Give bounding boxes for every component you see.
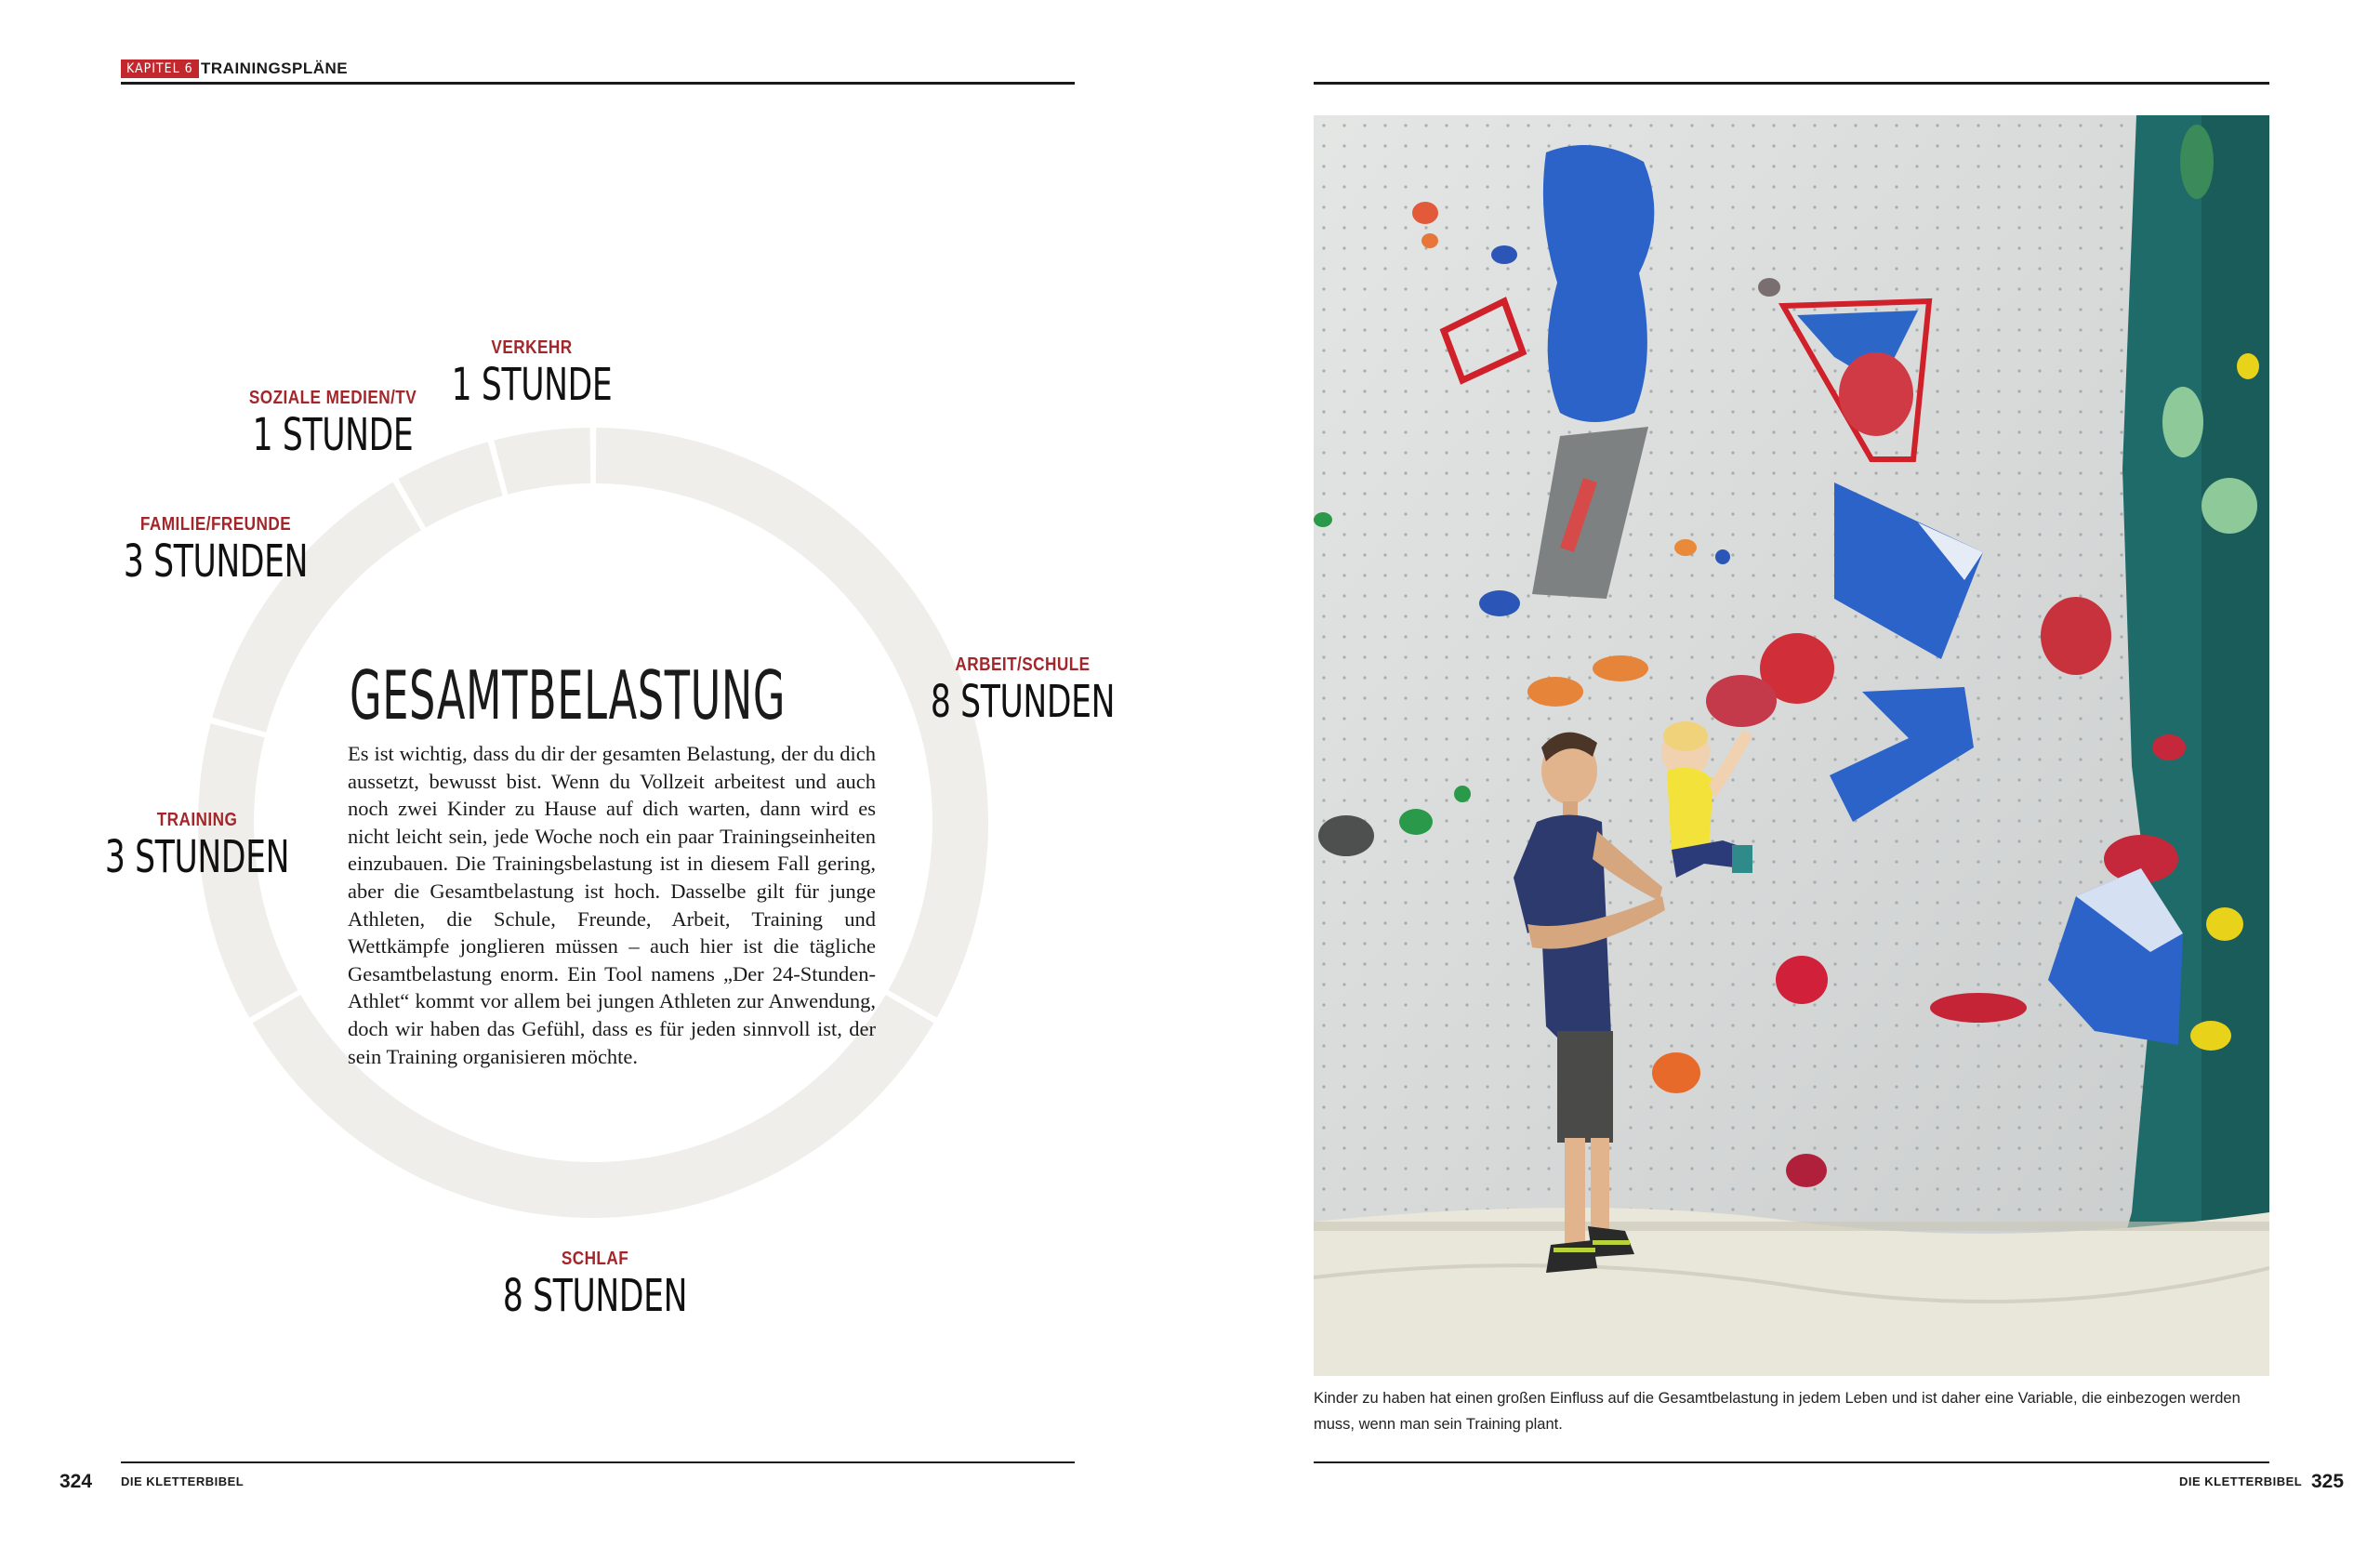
core-title: GESAMTBELASTUNG: [350, 656, 787, 734]
core-body-text: Es ist wichtig, dass du dir der gesamten Belastung, der du dich aussetzt, bewusst bist. Wenn du Vollzeit arbeitest und auch noch zwei Kinder zu Hause auf dich warten, dann wird es nicht leicht sein, jede Woche noch ein paar Trainingseinheiten einzubauen. Die Trainingsbelastung ist in diesem Fall gering, aber die Gesamtbelastung ist hoch. Dasselbe gilt für junge Athleten, die Schule, Freunde, Arbeit, Training und Wettkämpfe jonglieren müssen – auch hier ist die tägliche Gesamtbelastung enorm. Ein Tool namens „Der 24-Stunden-Athlet“ kommt vor allem bei jungen Athleten zur Anwendung, doch wir haben das Gefühl, dass es für jeden sinnvoll ist, der sein Training organisieren möchte.: [348, 742, 876, 1068]
segment-category: TRAINING: [156, 810, 238, 830]
book-title: DIE KLETTERBIBEL: [2179, 1474, 2303, 1488]
section-title: TRAININGSPLÄNE: [201, 60, 349, 77]
segment-hours: 3 STUNDEN: [104, 831, 290, 883]
climbing-gym-photo: [1314, 115, 2269, 1376]
segment-category: FAMILIE/FREUNDE: [139, 514, 292, 535]
segment-category: SCHLAF: [561, 1249, 629, 1269]
segment-label-arbeit: [892, 654, 1153, 728]
segment-hours: 8 STUNDEN: [502, 1270, 688, 1322]
segment-label-familie: [86, 514, 346, 588]
photo-caption: Kinder zu haben hat einen großen Einfluss auf die Gesamtbelastung in jedem Leben und ist daher eine Variable, die einbezogen werden muss, wenn man sein Training plant.: [1314, 1390, 2241, 1433]
segment-label-schlaf: [465, 1249, 725, 1322]
page-number: 324: [60, 1471, 93, 1492]
segment-hours: 3 STUNDEN: [123, 536, 309, 588]
footer-rule: [121, 1461, 1075, 1463]
ring-segment-verkehr: [494, 428, 590, 495]
segment-category: SOZIALE MEDIEN/TV: [248, 388, 417, 408]
book-title: DIE KLETTERBIBEL: [121, 1474, 245, 1488]
footer-rule: [1314, 1461, 2269, 1463]
chapter-tag: KAPITEL 6: [121, 60, 199, 78]
header-rule: [1314, 82, 2269, 85]
segment-hours: 8 STUNDEN: [930, 676, 1116, 728]
segment-hours: 1 STUNDE: [252, 409, 414, 461]
segment-label-verkehr: [402, 337, 662, 411]
segment-label-training: [67, 810, 327, 883]
segment-category: ARBEIT/SCHULE: [955, 654, 1091, 675]
page-number: 325: [2311, 1471, 2345, 1492]
segment-category: VERKEHR: [491, 337, 573, 358]
segment-hours: 1 STUNDE: [451, 359, 613, 411]
